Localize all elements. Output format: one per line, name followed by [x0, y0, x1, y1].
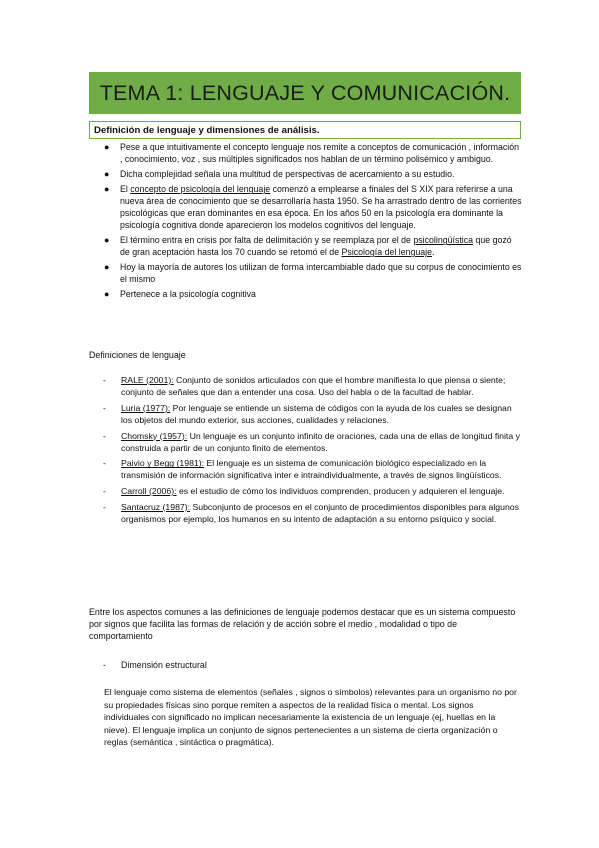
bullet-marker: ● [104, 235, 110, 246]
bullet-item [92, 184, 522, 232]
page-title: TEMA 1: LENGUAJE Y COMUNICACIÓN. [99, 80, 511, 105]
intro-bullet-list [92, 142, 522, 305]
definition-item [89, 457, 521, 481]
underlined-term: Psicología del lenguaje [341, 247, 433, 258]
bullet-text: El término entra en crisis por falta de delimitación y se reemplaza por el de [120, 235, 414, 246]
definition-author: Santacruz (1987): [121, 501, 191, 512]
dash-marker: - [103, 501, 106, 512]
common-aspects-paragraph: Entre los aspectos comunes a las definiciones de lenguaje podemos destacar que es un sistema compuesto por signos que facilita las formas de relación y de acción sobre el medio , modalidad o tipo de comportamiento [89, 607, 516, 642]
definition-author: Carroll (2006): [121, 486, 177, 497]
definition-item [89, 485, 521, 497]
bullet-marker: ● [104, 262, 110, 273]
definition-text: Un lenguaje es un conjunto infinito de oraciones, cada una de ellas de longitud finita y construida a partir de un conjunto finito de elementos. [121, 430, 520, 453]
title-banner [89, 72, 521, 114]
definition-author: Paivio y Begg (1981): [121, 458, 205, 469]
bullet-text: comenzó a emplearse a finales del S XIX para referirse a una nueva área de conocimiento que se desarrollaría hasta 1950. Se ha arrastrado dentro de las corrientes psicológicas que eran dominantes en esa época. En los años 50 en la psicología era dominante la psicología cognitiva donde aparecieron los modelos cognitivos del lenguaje. [120, 184, 522, 231]
definition-item [89, 402, 521, 426]
bullet-marker: ● [104, 169, 110, 180]
dash-marker: - [103, 660, 106, 670]
definition-text: Conjunto de sonidos articulados con que el hombre manifiesta lo que piensa o siente; conjunto de señales que dan a entender una cosa. Uso del habla o de la facultad de hablar. [121, 375, 506, 398]
bullet-marker: ● [104, 184, 110, 195]
definition-author: RALE (2001): [121, 375, 174, 385]
dash-marker: - [103, 430, 106, 441]
definitions-list [89, 374, 521, 529]
bullet-text: que gozó de gran aceptación hasta los 70 cuando se retomó el de [120, 235, 512, 258]
section-heading-box [89, 121, 521, 139]
bullet-item [92, 262, 522, 286]
bullet-text: Pertenece a la psicología cognitiva [120, 289, 256, 300]
definition-author: Luria (1977): [121, 402, 171, 413]
dimension-paragraph: El lenguaje como sistema de elementos (señales , signos o símbolos) relevantes para un organismo no por su propiedades físicas sino porque remiten a aspectos de la realidad física o mental. Los signos individuales con significado no implican necesariamente la existencia de un lenguaje (ej, huellas en la nieve). El lenguaje implica un conjunto de signos pertenecientes a un sistema de cierta organización o reglas (semántica , sintáctica o pragmática). [104, 687, 517, 748]
definition-text: El lenguaje es un sistema de comunicación biológico especializado en la transmisión de información significativa inter e intraindividualmente, a través de signos lingüísticos. [121, 458, 502, 481]
section-heading: Definición de lenguaje y dimensiones de análisis. [94, 124, 320, 136]
bullet-text: Hoy la mayoría de autores los utilizan de forma intercambiable dado que su corpus de conocimiento es el mismo [120, 262, 522, 285]
definition-item [89, 501, 521, 525]
definition-text: Por lenguaje se entiende un sistema de códigos con la ayuda de los cuales se designan los objetos del mundo exterior, sus acciones, cualidades y relaciones. [121, 402, 512, 425]
bullet-item [92, 142, 522, 166]
bullet-item [92, 169, 522, 181]
underlined-term: concepto de psicología del lenguaje [130, 184, 271, 195]
definition-text: es el estudio de cómo los individuos comprenden, producen y adquieren el lenguaje. [176, 486, 505, 497]
bullet-text: . [432, 247, 435, 258]
dash-marker: - [103, 486, 106, 497]
bullet-text: Dicha complejidad señala una multitud de perspectivas de acercamiento a su estudio. [120, 169, 455, 180]
definition-text: Subconjunto de procesos en el conjunto de procedimientos disponibles para algunos organismos por ejemplo, los humanos en su intento de adaptación a su entorno psíquico y social. [121, 501, 519, 524]
dash-marker: - [103, 402, 106, 413]
bullet-text: Pese a que intuitivamente el concepto lenguaje nos remite a conceptos de comunicación , información , conocimiento, voz , sus múltiples significados nos hablan de un término polisémico y ambiguo. [120, 142, 520, 164]
dash-marker: - [103, 375, 106, 385]
dash-marker: - [103, 458, 106, 469]
definition-author: Chomsky (1957): [121, 430, 188, 441]
bullet-marker: ● [104, 289, 110, 300]
definitions-heading: Definiciones de lenguaje [89, 350, 186, 360]
bullet-item [92, 289, 522, 301]
bullet-item [92, 235, 522, 259]
underlined-term: psicolingüística [413, 235, 474, 246]
bullet-marker: ● [104, 142, 110, 152]
dimension-label: Dimensión estructural [121, 660, 207, 670]
definition-item [89, 374, 521, 398]
bullet-text: El [120, 184, 131, 195]
definition-item [89, 430, 521, 454]
